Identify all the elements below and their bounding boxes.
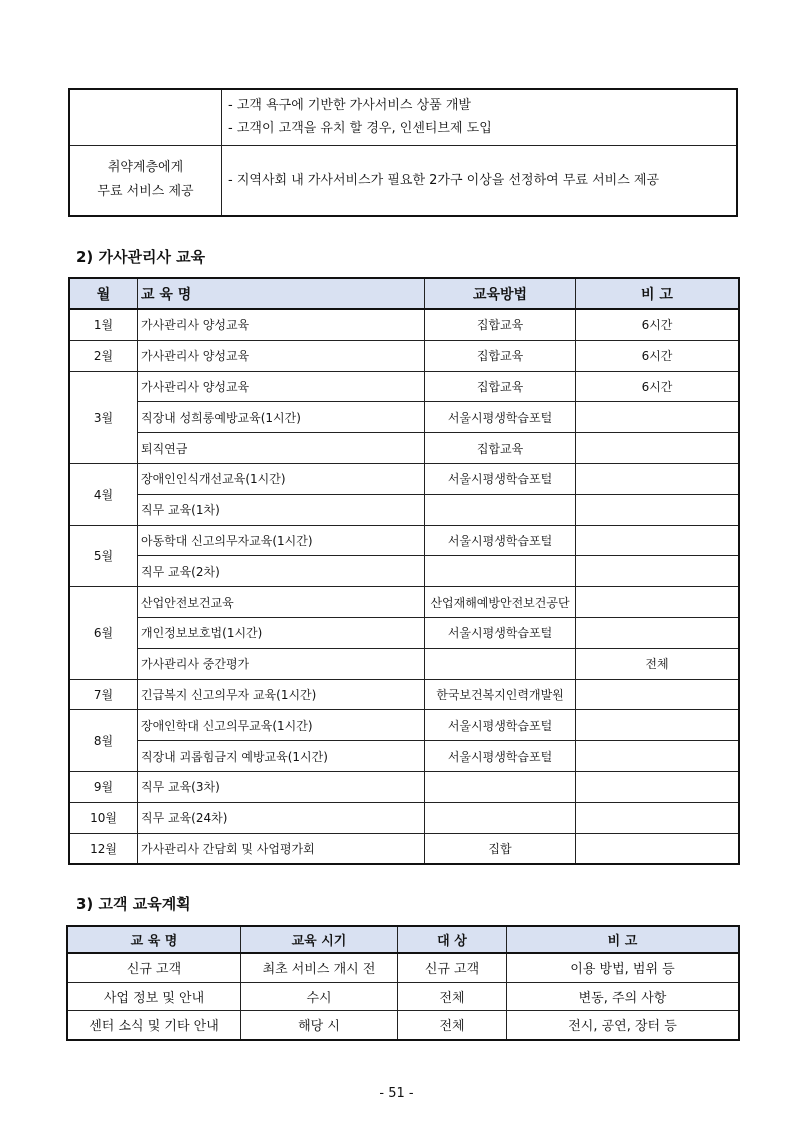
month-cell: 8월 [69, 710, 138, 772]
method-cell: 서울시평생학습포털 [425, 710, 576, 741]
method-cell [425, 648, 576, 679]
page-number: - 51 - [379, 1086, 414, 1101]
header-timing: 교육 시기 [241, 926, 398, 953]
note-cell [576, 587, 740, 618]
timing-cell: 수시 [241, 982, 398, 1011]
note-cell [576, 494, 740, 525]
course-name-cell: 가사관리사 양성교육 [138, 309, 425, 340]
header-method: 교육방법 [425, 278, 576, 309]
course-name-cell: 직무 교육(1차) [138, 494, 425, 525]
note-cell: 6시간 [576, 371, 740, 402]
header-course-name: 교 육 명 [138, 278, 425, 309]
table-row [67, 953, 739, 982]
timing-cell: 해당 시 [241, 1011, 398, 1040]
detail-cell [222, 145, 738, 216]
month-cell: 2월 [69, 340, 138, 371]
method-cell [425, 494, 576, 525]
note-cell [576, 802, 740, 833]
month-cell: 4월 [69, 463, 138, 525]
course-name-cell: 긴급복지 신고의무자 교육(1시간) [138, 679, 425, 710]
method-cell: 집합교육 [425, 371, 576, 402]
table-row [67, 1011, 739, 1040]
method-cell: 집합교육 [425, 309, 576, 340]
note-cell [576, 525, 740, 556]
table-row [67, 982, 739, 1011]
note-cell [576, 771, 740, 802]
note-cell [576, 556, 740, 587]
table-row [69, 679, 739, 710]
method-cell: 한국보건복지인력개발원 [425, 679, 576, 710]
table-row [69, 340, 739, 371]
month-cell: 5월 [69, 525, 138, 587]
table-row [69, 833, 739, 864]
timing-cell: 최초 서비스 개시 전 [241, 953, 398, 982]
month-cell: 3월 [69, 371, 138, 463]
course-name-cell: 퇴직연금 [138, 433, 425, 464]
header-month: 월 [69, 278, 138, 309]
course-name-cell: 직무 교육(2차) [138, 556, 425, 587]
service-plan-table [68, 88, 738, 217]
detail-line: - 고객이 고객을 유치 할 경우, 인센티브제 도입 [228, 121, 492, 137]
course-name-cell: 직장내 성희롱예방교육(1시간) [138, 402, 425, 433]
table-row [69, 433, 739, 464]
table-row [69, 741, 739, 772]
course-name-cell: 장애인인식개선교육(1시간) [138, 463, 425, 494]
note-cell [576, 433, 740, 464]
table-row [69, 710, 739, 741]
course-name-cell: 아동학대 신고의무자교육(1시간) [138, 525, 425, 556]
table-row [69, 617, 739, 648]
table-row [69, 402, 739, 433]
method-cell: 집합교육 [425, 340, 576, 371]
month-cell: 6월 [69, 587, 138, 679]
course-name-cell: 사업 정보 및 안내 [67, 982, 241, 1011]
target-cell: 전체 [398, 1011, 507, 1040]
table-row [69, 525, 739, 556]
table-row [69, 648, 739, 679]
method-cell: 산업재해예방안전보건공단 [425, 587, 576, 618]
housekeeper-education-table [68, 277, 740, 865]
table-row [69, 309, 739, 340]
table-header-row [69, 278, 739, 309]
method-cell: 서울시평생학습포털 [425, 525, 576, 556]
customer-education-table [66, 925, 740, 1041]
course-name-cell: 직무 교육(3차) [138, 771, 425, 802]
method-cell [425, 771, 576, 802]
note-cell [576, 833, 740, 864]
table-row [69, 771, 739, 802]
note-cell: 전체 [576, 648, 740, 679]
note-cell: 6시간 [576, 340, 740, 371]
course-name-cell: 직무 교육(24차) [138, 802, 425, 833]
note-cell: 6시간 [576, 309, 740, 340]
month-cell: 1월 [69, 309, 138, 340]
detail-line: - 지역사회 내 가사서비스가 필요한 2가구 이상을 선정하여 무료 서비스 제공 [228, 172, 660, 188]
table-row [69, 89, 737, 145]
detail-line: - 고객 욕구에 기반한 가사서비스 상품 개발 [228, 98, 471, 114]
method-cell [425, 802, 576, 833]
target-cell: 전체 [398, 982, 507, 1011]
header-target: 대 상 [398, 926, 507, 953]
method-cell: 서울시평생학습포털 [425, 617, 576, 648]
method-cell: 집합교육 [425, 433, 576, 464]
note-cell: 변동, 주의 사항 [507, 982, 740, 1011]
table-row [69, 802, 739, 833]
course-name-cell: 가사관리사 중간평가 [138, 648, 425, 679]
course-name-cell: 개인정보보호법(1시간) [138, 617, 425, 648]
course-name-cell: 가사관리사 양성교육 [138, 340, 425, 371]
table-row [69, 494, 739, 525]
course-name-cell: 가사관리사 양성교육 [138, 371, 425, 402]
table-row [69, 145, 737, 216]
course-name-cell: 산업안전보건교육 [138, 587, 425, 618]
note-cell [576, 617, 740, 648]
course-name-cell: 직장내 괴롭힘금지 예방교육(1시간) [138, 741, 425, 772]
table-row [69, 371, 739, 402]
note-cell [576, 741, 740, 772]
month-cell: 10월 [69, 802, 138, 833]
course-name-cell: 신규 고객 [67, 953, 241, 982]
category-line: 무료 서비스 제공 [97, 184, 194, 200]
table-row [69, 587, 739, 618]
note-cell [576, 463, 740, 494]
note-cell [576, 402, 740, 433]
header-course-name: 교 육 명 [67, 926, 241, 953]
section-title-customer-education: 3) 고객 교육계획 [76, 895, 191, 913]
month-cell: 9월 [69, 771, 138, 802]
course-name-cell: 센터 소식 및 기타 안내 [67, 1011, 241, 1040]
note-cell: 전시, 공연, 장터 등 [507, 1011, 740, 1040]
category-cell [69, 145, 222, 216]
course-name-cell: 가사관리사 간담회 및 사업평가회 [138, 833, 425, 864]
note-cell: 이용 방법, 범위 등 [507, 953, 740, 982]
method-cell [425, 556, 576, 587]
header-note: 비 고 [576, 278, 740, 309]
method-cell: 서울시평생학습포털 [425, 402, 576, 433]
table-row [69, 556, 739, 587]
category-line: 취약계층에게 [107, 160, 184, 176]
method-cell: 서울시평생학습포털 [425, 463, 576, 494]
method-cell: 서울시평생학습포털 [425, 741, 576, 772]
section-title-housekeeper-education: 2) 가사관리사 교육 [76, 248, 206, 266]
month-cell: 12월 [69, 833, 138, 864]
method-cell: 집합 [425, 833, 576, 864]
course-name-cell: 장애인학대 신고의무교육(1시간) [138, 710, 425, 741]
header-note: 비 고 [507, 926, 740, 953]
note-cell [576, 679, 740, 710]
detail-cell [222, 89, 738, 145]
target-cell: 신규 고객 [398, 953, 507, 982]
note-cell [576, 710, 740, 741]
month-cell: 7월 [69, 679, 138, 710]
table-row [69, 463, 739, 494]
category-cell [69, 89, 222, 145]
table-header-row [67, 926, 739, 953]
